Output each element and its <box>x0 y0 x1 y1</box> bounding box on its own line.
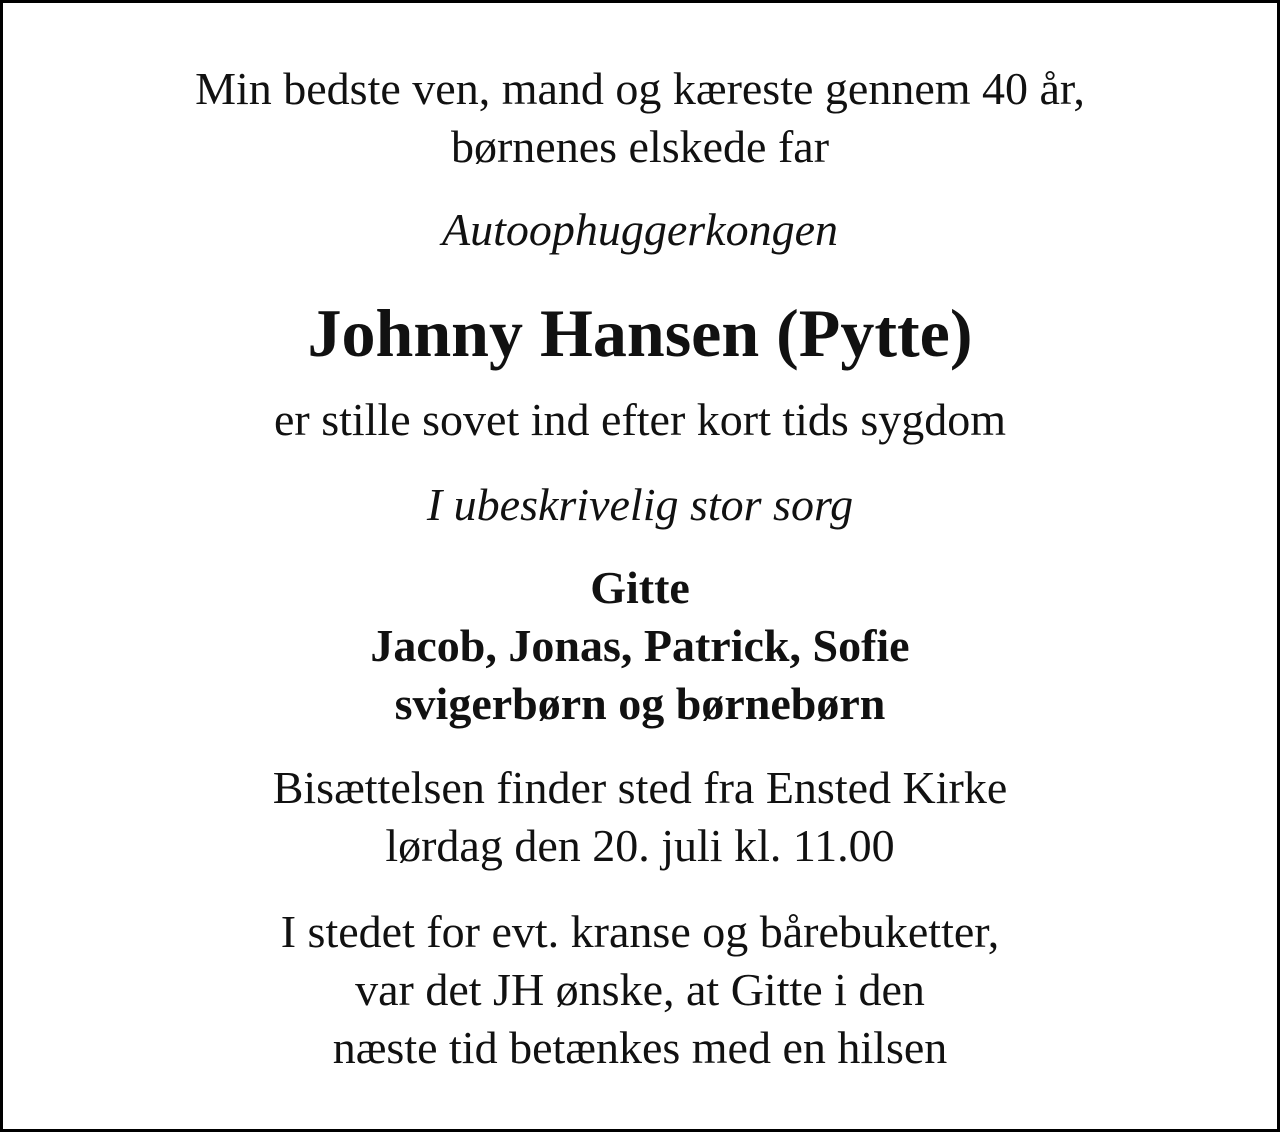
family-line-3: svigerbørn og børnebørn <box>394 678 886 729</box>
intro-line-1: Min bedste ven, mand og kæreste gennem 40 år, <box>195 63 1085 114</box>
service-line-1: Bisættelsen finder sted fra Ensted Kirke <box>272 762 1008 813</box>
wish-line-2: var det JH ønske, at Gitte i den <box>355 964 925 1015</box>
nickname-title <box>3 201 1277 259</box>
intro-line-2: børnenes elskede far <box>450 121 830 172</box>
intro-text <box>3 60 1277 176</box>
statement-text: er stille sovet ind efter kort tids sygdom <box>273 394 1007 445</box>
family-line-2: Jacob, Jonas, Patrick, Sofie <box>370 620 910 671</box>
family-names <box>3 559 1277 733</box>
deceased-name: Johnny Hansen (Pytte) <box>307 295 973 371</box>
flower-wish <box>3 903 1277 1077</box>
wish-line-3: næste tid betænkes med en hilsen <box>332 1022 948 1073</box>
service-details <box>3 759 1277 875</box>
service-line-2: lørdag den 20. juli kl. 11.00 <box>385 820 895 871</box>
grief-text: I ubeskrivelig stor sorg <box>426 479 854 530</box>
death-statement <box>3 391 1277 449</box>
grief-line <box>3 476 1277 534</box>
wish-line-1: I stedet for evt. kranse og bårebuketter, <box>280 906 1000 957</box>
title-text: Autoophuggerkongen <box>441 204 839 255</box>
family-line-1: Gitte <box>590 562 690 613</box>
